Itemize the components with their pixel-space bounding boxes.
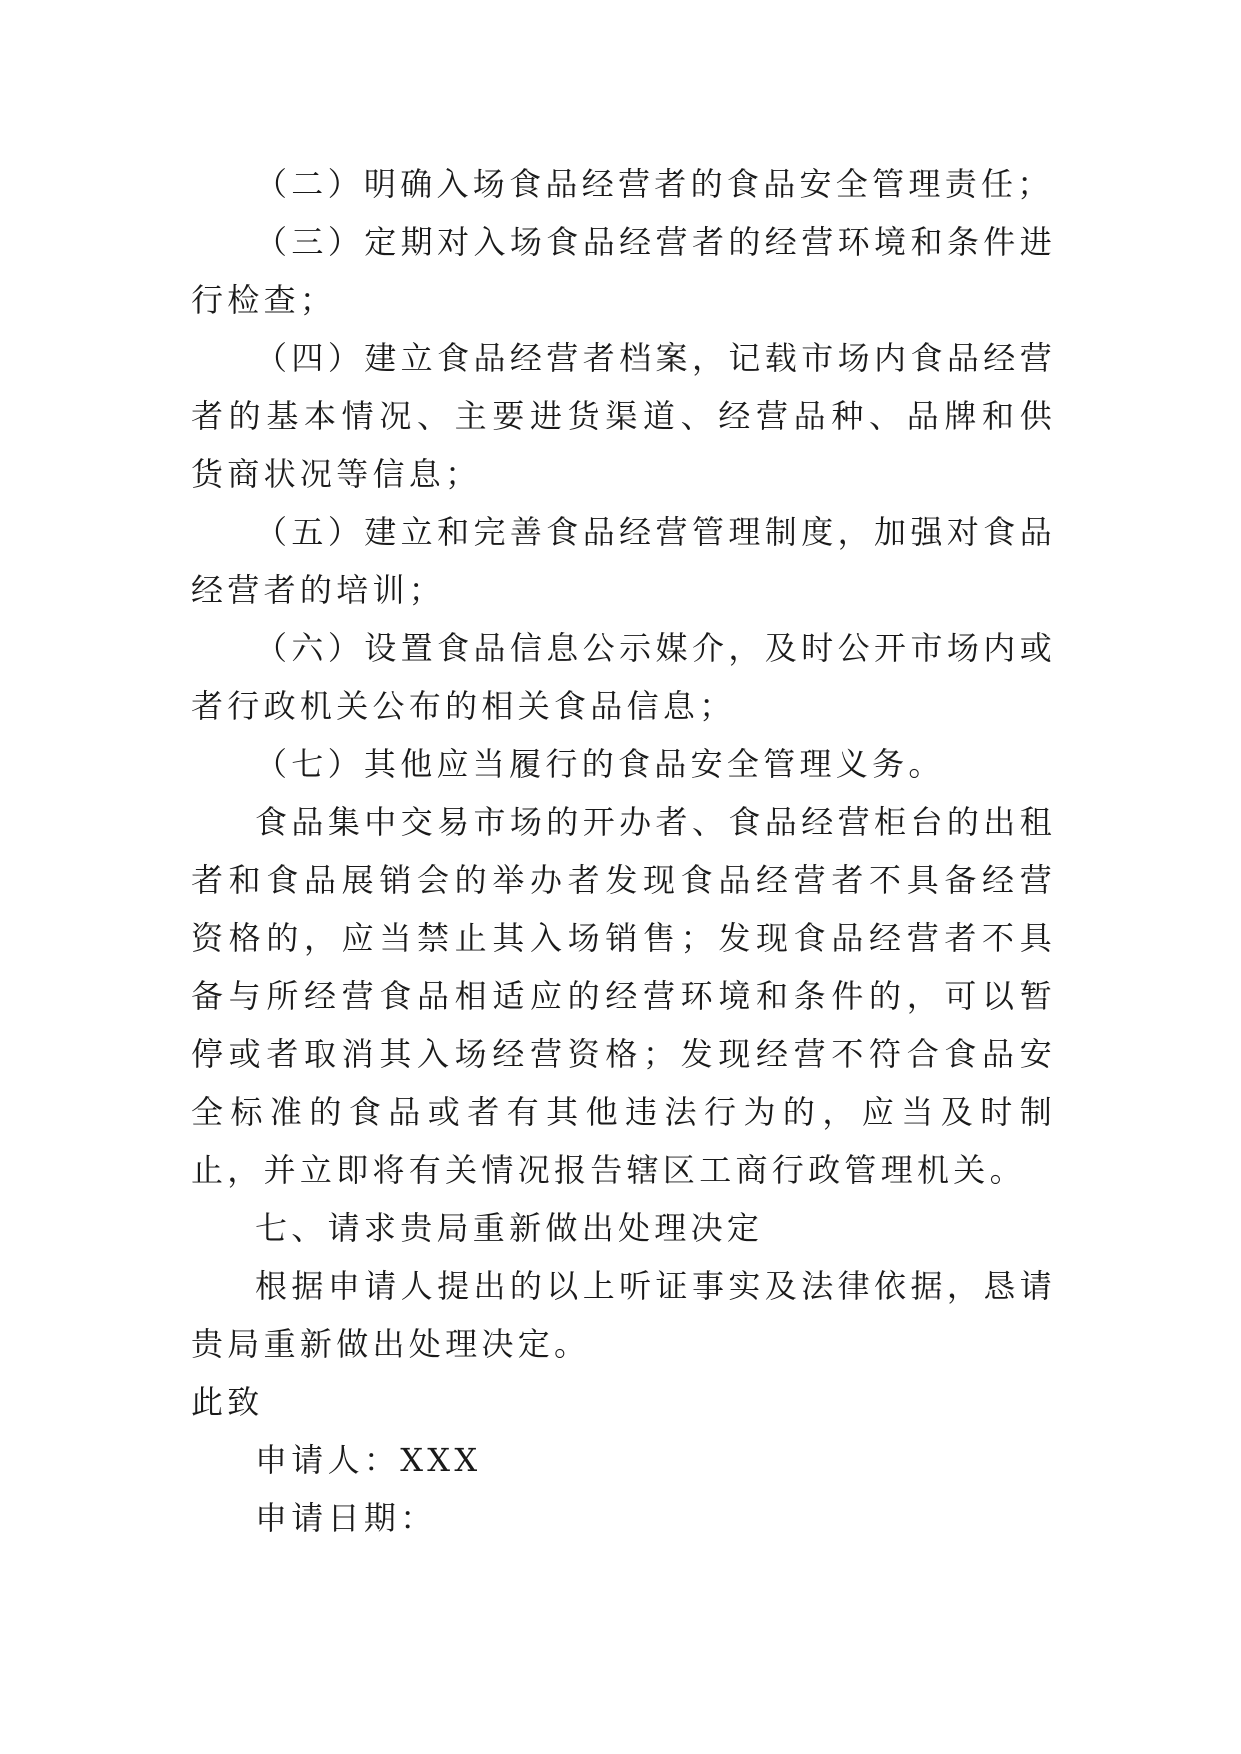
paragraph-item-6: （六）设置食品信息公示媒介，及时公开市场内或者行政机关公布的相关食品信息； — [191, 629, 1056, 725]
applicant-line: 申请人：XXX — [255, 1441, 482, 1479]
salutation: 此致 — [191, 1383, 264, 1421]
section-heading-request: 七、请求贵局重新做出处理决定 — [255, 1209, 764, 1247]
paragraph-item-7: （七）其他应当履行的食品安全管理义务。 — [255, 745, 945, 783]
paragraph-item-4: （四）建立食品经营者档案，记载市场内食品经营者的基本情况、主要进货渠道、经营品种、品牌和供货商状况等信息； — [191, 339, 1056, 493]
paragraph-item-5: （五）建立和完善食品经营管理制度，加强对食品经营者的培训； — [191, 513, 1056, 609]
paragraph-item-2: （二）明确入场食品经营者的食品安全管理责任； — [255, 165, 1054, 203]
paragraph-market-obligations: 食品集中交易市场的开办者、食品经营柜台的出租者和食品展销会的举办者发现食品经营者不具备经营资格的，应当禁止其入场销售；发现食品经营者不具备与所经营食品相适应的经营环境和条件的，可以暂停或者取消其入场经营资格；发现经营不符合食品安全标准的食品或者有其他违法行为的，应当及时制止，并立即将有关情况报告辖区工商行政管理机关。 — [191, 803, 1056, 1189]
paragraph-request: 根据申请人提出的以上听证事实及法律依据，恳请贵局重新做出处理决定。 — [191, 1267, 1056, 1363]
date-line: 申请日期： — [255, 1499, 437, 1537]
paragraph-item-3: （三）定期对入场食品经营者的经营环境和条件进行检查； — [191, 223, 1056, 319]
document-body — [191, 155, 1056, 1547]
